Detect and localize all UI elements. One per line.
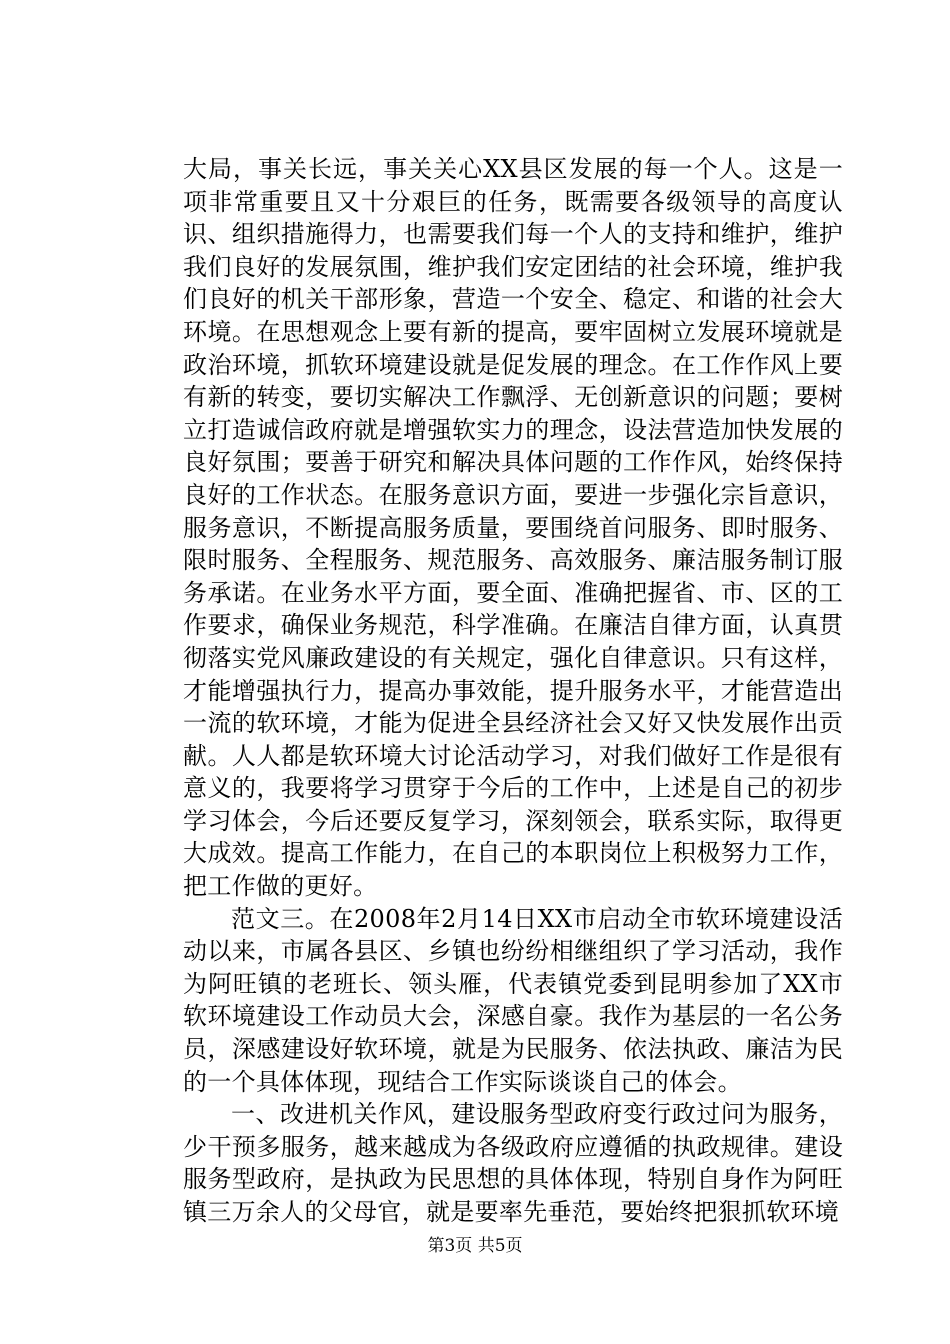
page-footer <box>0 1236 950 1256</box>
paragraph-section-one: 一、改进机关作风，建设服务型政府变行政过问为服务，少干预多服务，越来越成为各级政府应遵循的执政规律。建设服务型政府，是执政为民思想的具体体现，特别自身作为阿旺镇三万余人的父母官，就是要率先垂范，要始终把狠抓软环境 <box>183 1100 843 1226</box>
document-body <box>183 153 843 1229</box>
page-number-label: 第3页 共5页 <box>427 1236 523 1256</box>
paragraph-continued: 大局，事关长远，事关关心XX县区发展的每一个人。这是一项非常重要且又十分艰巨的任务，既需要各级领导的高度认识、组织措施得力，也需要我们每一个人的支持和维护，维护我们良好的发展氛围，维护我们安定团结的社会环境，维护我们良好的机关干部形象，营造一个安全、稳定、和谐的社会大环境。在思想观念上要有新的提高，要牢固树立发展环境就是政治环境，抓软环境建设就是促发展的理念。在工作作风上要有新的转变，要切实解决工作飘浮、无创新意识的问题；要树立打造诚信政府就是增强软实力的理念，设法营造加快发展的良好氛围；要善于研究和解决具体问题的工作作风，始终保持良好的工作状态。在服务意识方面，要进一步强化宗旨意识，服务意识，不断提高服务质量，要围绕首问服务、即时服务、限时服务、全程服务、规范服务、高效服务、廉洁服务制订服务承诺。在业务水平方面，要全面、准确把握省、市、区的工作要求，确保业务规范，科学准确。在廉洁自律方面，认真贯彻落实党风廉政建设的有关规定，强化自律意识。只有这样，才能增强执行力，提高办事效能，提升服务水平，才能营造出一流的软环境，才能为促进全县经济社会又好又快发展作出贡献。人人都是软环境大讨论活动学习，对我们做好工作是很有意义的，我要将学习贯穿于今后的工作中，上述是自己的初步学习体会，今后还要反复学习，深刻领会，联系实际，取得更大成效。提高工作能力，在自己的本职岗位上积极努力工作，把工作做的更好。 <box>183 155 843 901</box>
paragraph-sample-three: 范文三。在2008年2月14日XX市启动全市软环境建设活动以来，市属各县区、乡镇也纷纷相继组织了学习活动，我作为阿旺镇的老班长、领头雁，代表镇党委到昆明参加了XX市软环境建设工作动员大会，深感自豪。我作为基层的一名公务员，深感建设好软环境，就是为民服务、依法执政、廉洁为民的一个具体体现，现结合工作实际谈谈自己的体会。 <box>183 904 843 1096</box>
